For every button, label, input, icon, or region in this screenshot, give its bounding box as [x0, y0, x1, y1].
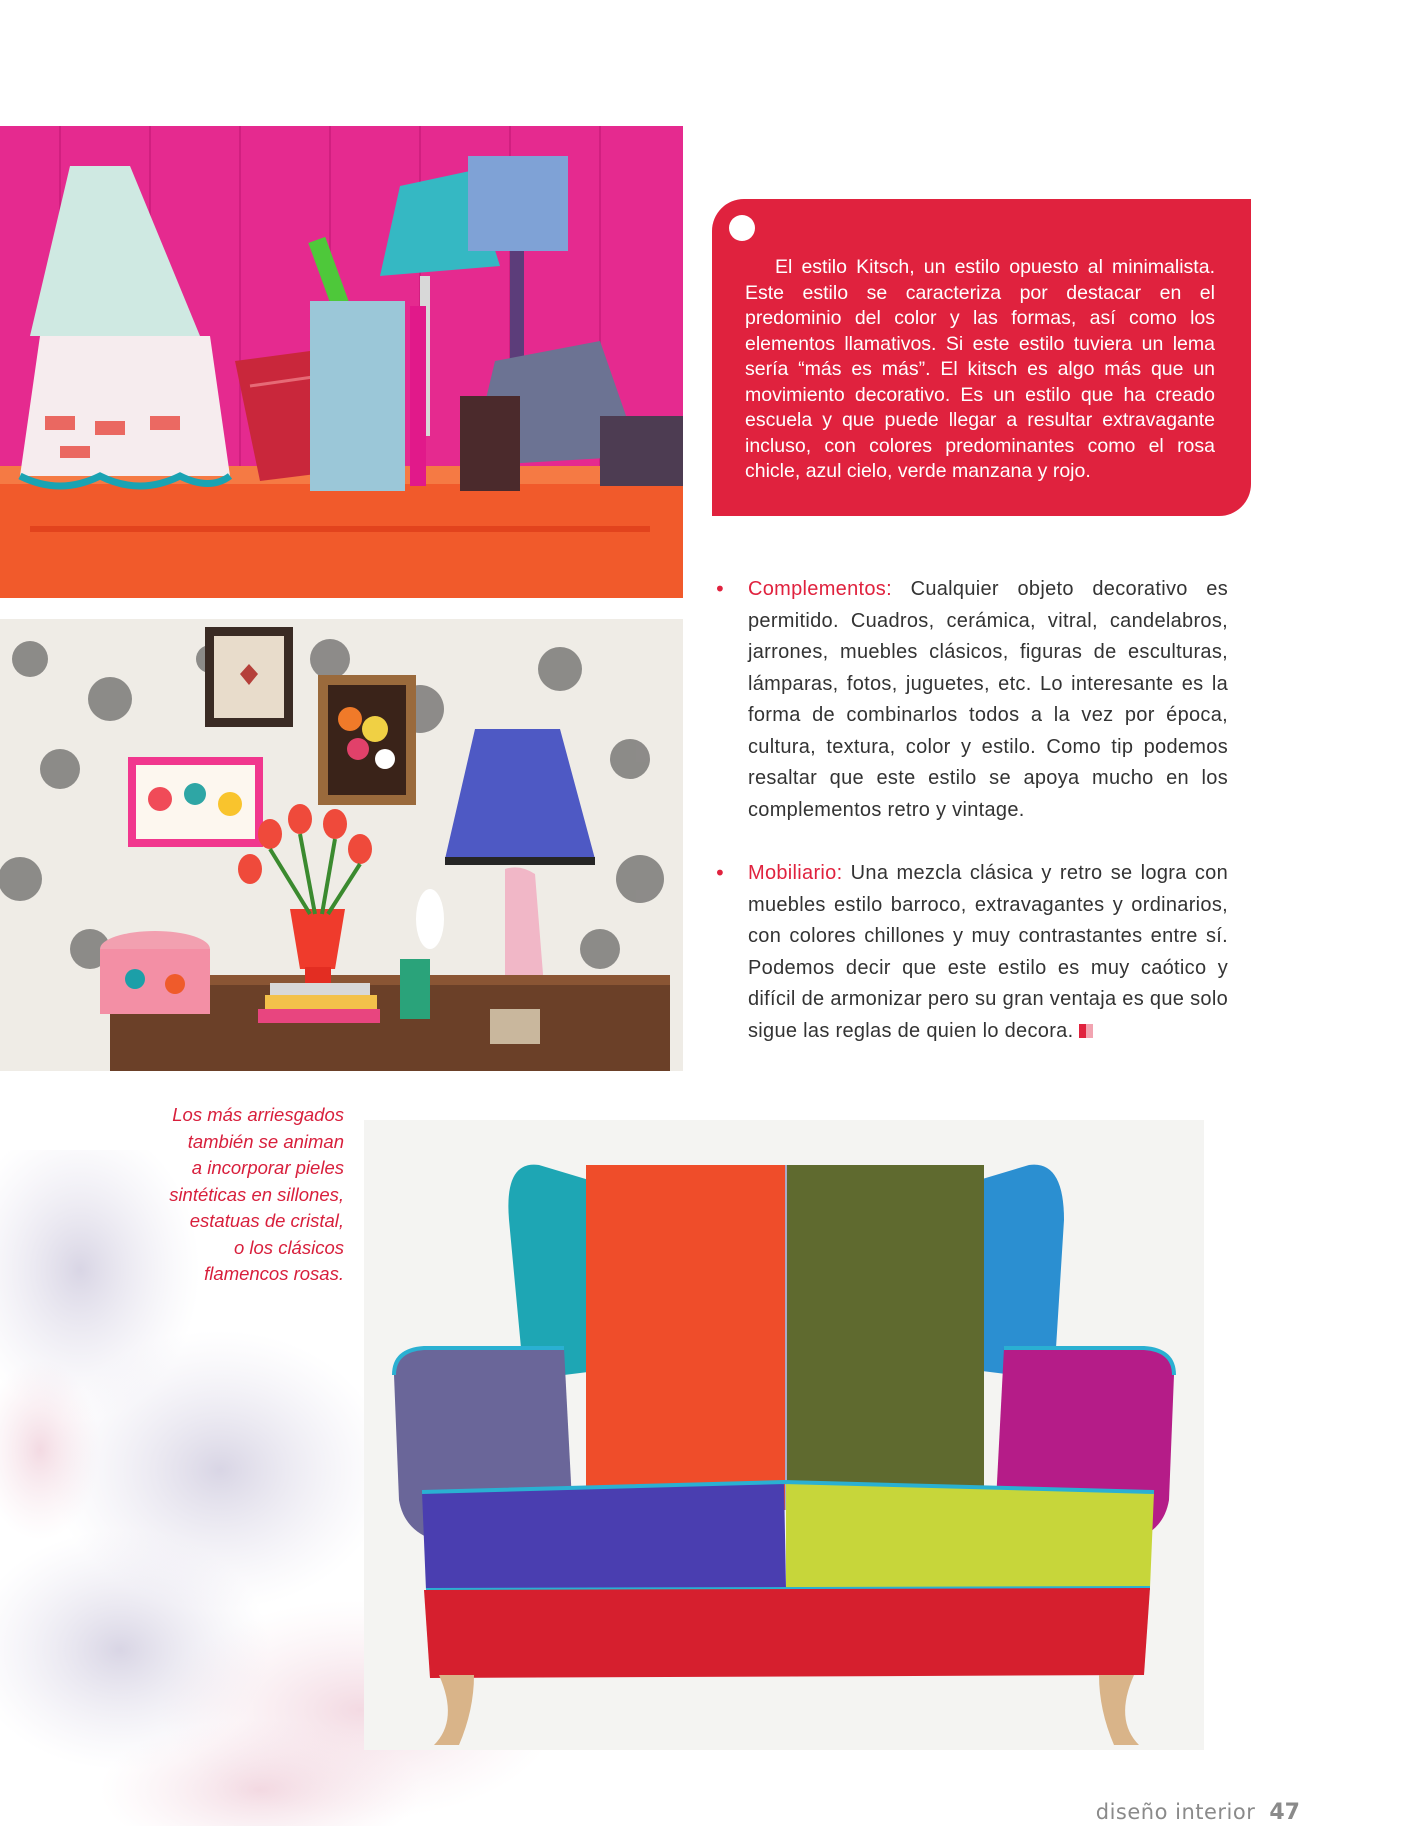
page-footer — [1096, 1800, 1300, 1825]
bullet-list — [712, 574, 1228, 1079]
bullet-dot-icon — [729, 215, 755, 241]
bullet-lead: Mobiliario: — [748, 862, 843, 884]
photo-toile-vignette — [0, 619, 683, 1071]
photo-lampshades — [0, 126, 683, 598]
bullet-mark: • — [714, 861, 726, 885]
kitsch-intro-text: El estilo Kitsch, un estilo opuesto al minimalista. Este estilo se caracteriza por destacar en el predominio del color y las formas, así como los elementos llamativos. Si este estilo tuviera un lema sería “más es más”. El kitsch es algo más que un movimiento decorativo. Es un estilo que ha creado escuela y que puede llegar a resultar extravagante incluso, con colores predominantes como el rosa chicle, azul cielo, verde manzana y rojo. — [745, 256, 1215, 482]
end-of-article-icon — [1079, 1024, 1093, 1038]
list-item — [712, 858, 1228, 1047]
caption-line: a incorporar pieles — [191, 1157, 344, 1178]
caption-line: o los clásicos — [233, 1236, 344, 1258]
kitsch-intro-box — [712, 199, 1251, 516]
caption-line: sintéticas en sillones, — [169, 1183, 344, 1205]
bullet-paragraph — [748, 858, 1228, 1047]
bullet-lead: Complementos: — [748, 578, 892, 600]
caption-line: Los más arriesgados — [172, 1104, 344, 1125]
section-name: diseño interior — [1095, 1800, 1256, 1824]
bullet-mark: • — [714, 577, 726, 601]
bullet-text: Cualquier objeto decorativo es permitido. Cuadros, cerámica, vitral, candelabros, jarrones, muebles clásicos, figuras de esculturas, lámparas, fotos, juguetes, etc. Lo interesante es la forma de combinarlos todos a la vez por época, cultura, textura, color y estilo. Como tip podemos resaltar que este estilo se apoya mucho en los complementos retro y vintage. — [748, 578, 1228, 821]
photo-caption — [120, 1102, 344, 1288]
caption-line: también se animan — [187, 1130, 344, 1152]
caption-line: flamencos rosas. — [204, 1263, 344, 1284]
photo-colorful-sofa — [364, 1120, 1204, 1750]
list-item — [712, 574, 1228, 826]
caption-line: estatuas de cristal, — [189, 1210, 344, 1231]
page-number: 47 — [1269, 1800, 1300, 1825]
bullet-paragraph — [748, 574, 1228, 826]
bullet-text: Una mezcla clásica y retro se logra con muebles estilo barroco, extravagantes y ordinarios, con colores chillones y muy contrastantes entre sí. Podemos decir que este estilo es muy caótico y difícil de armonizar pero su gran ventaja es que solo sigue las reglas de quien lo decora. — [748, 862, 1228, 1042]
